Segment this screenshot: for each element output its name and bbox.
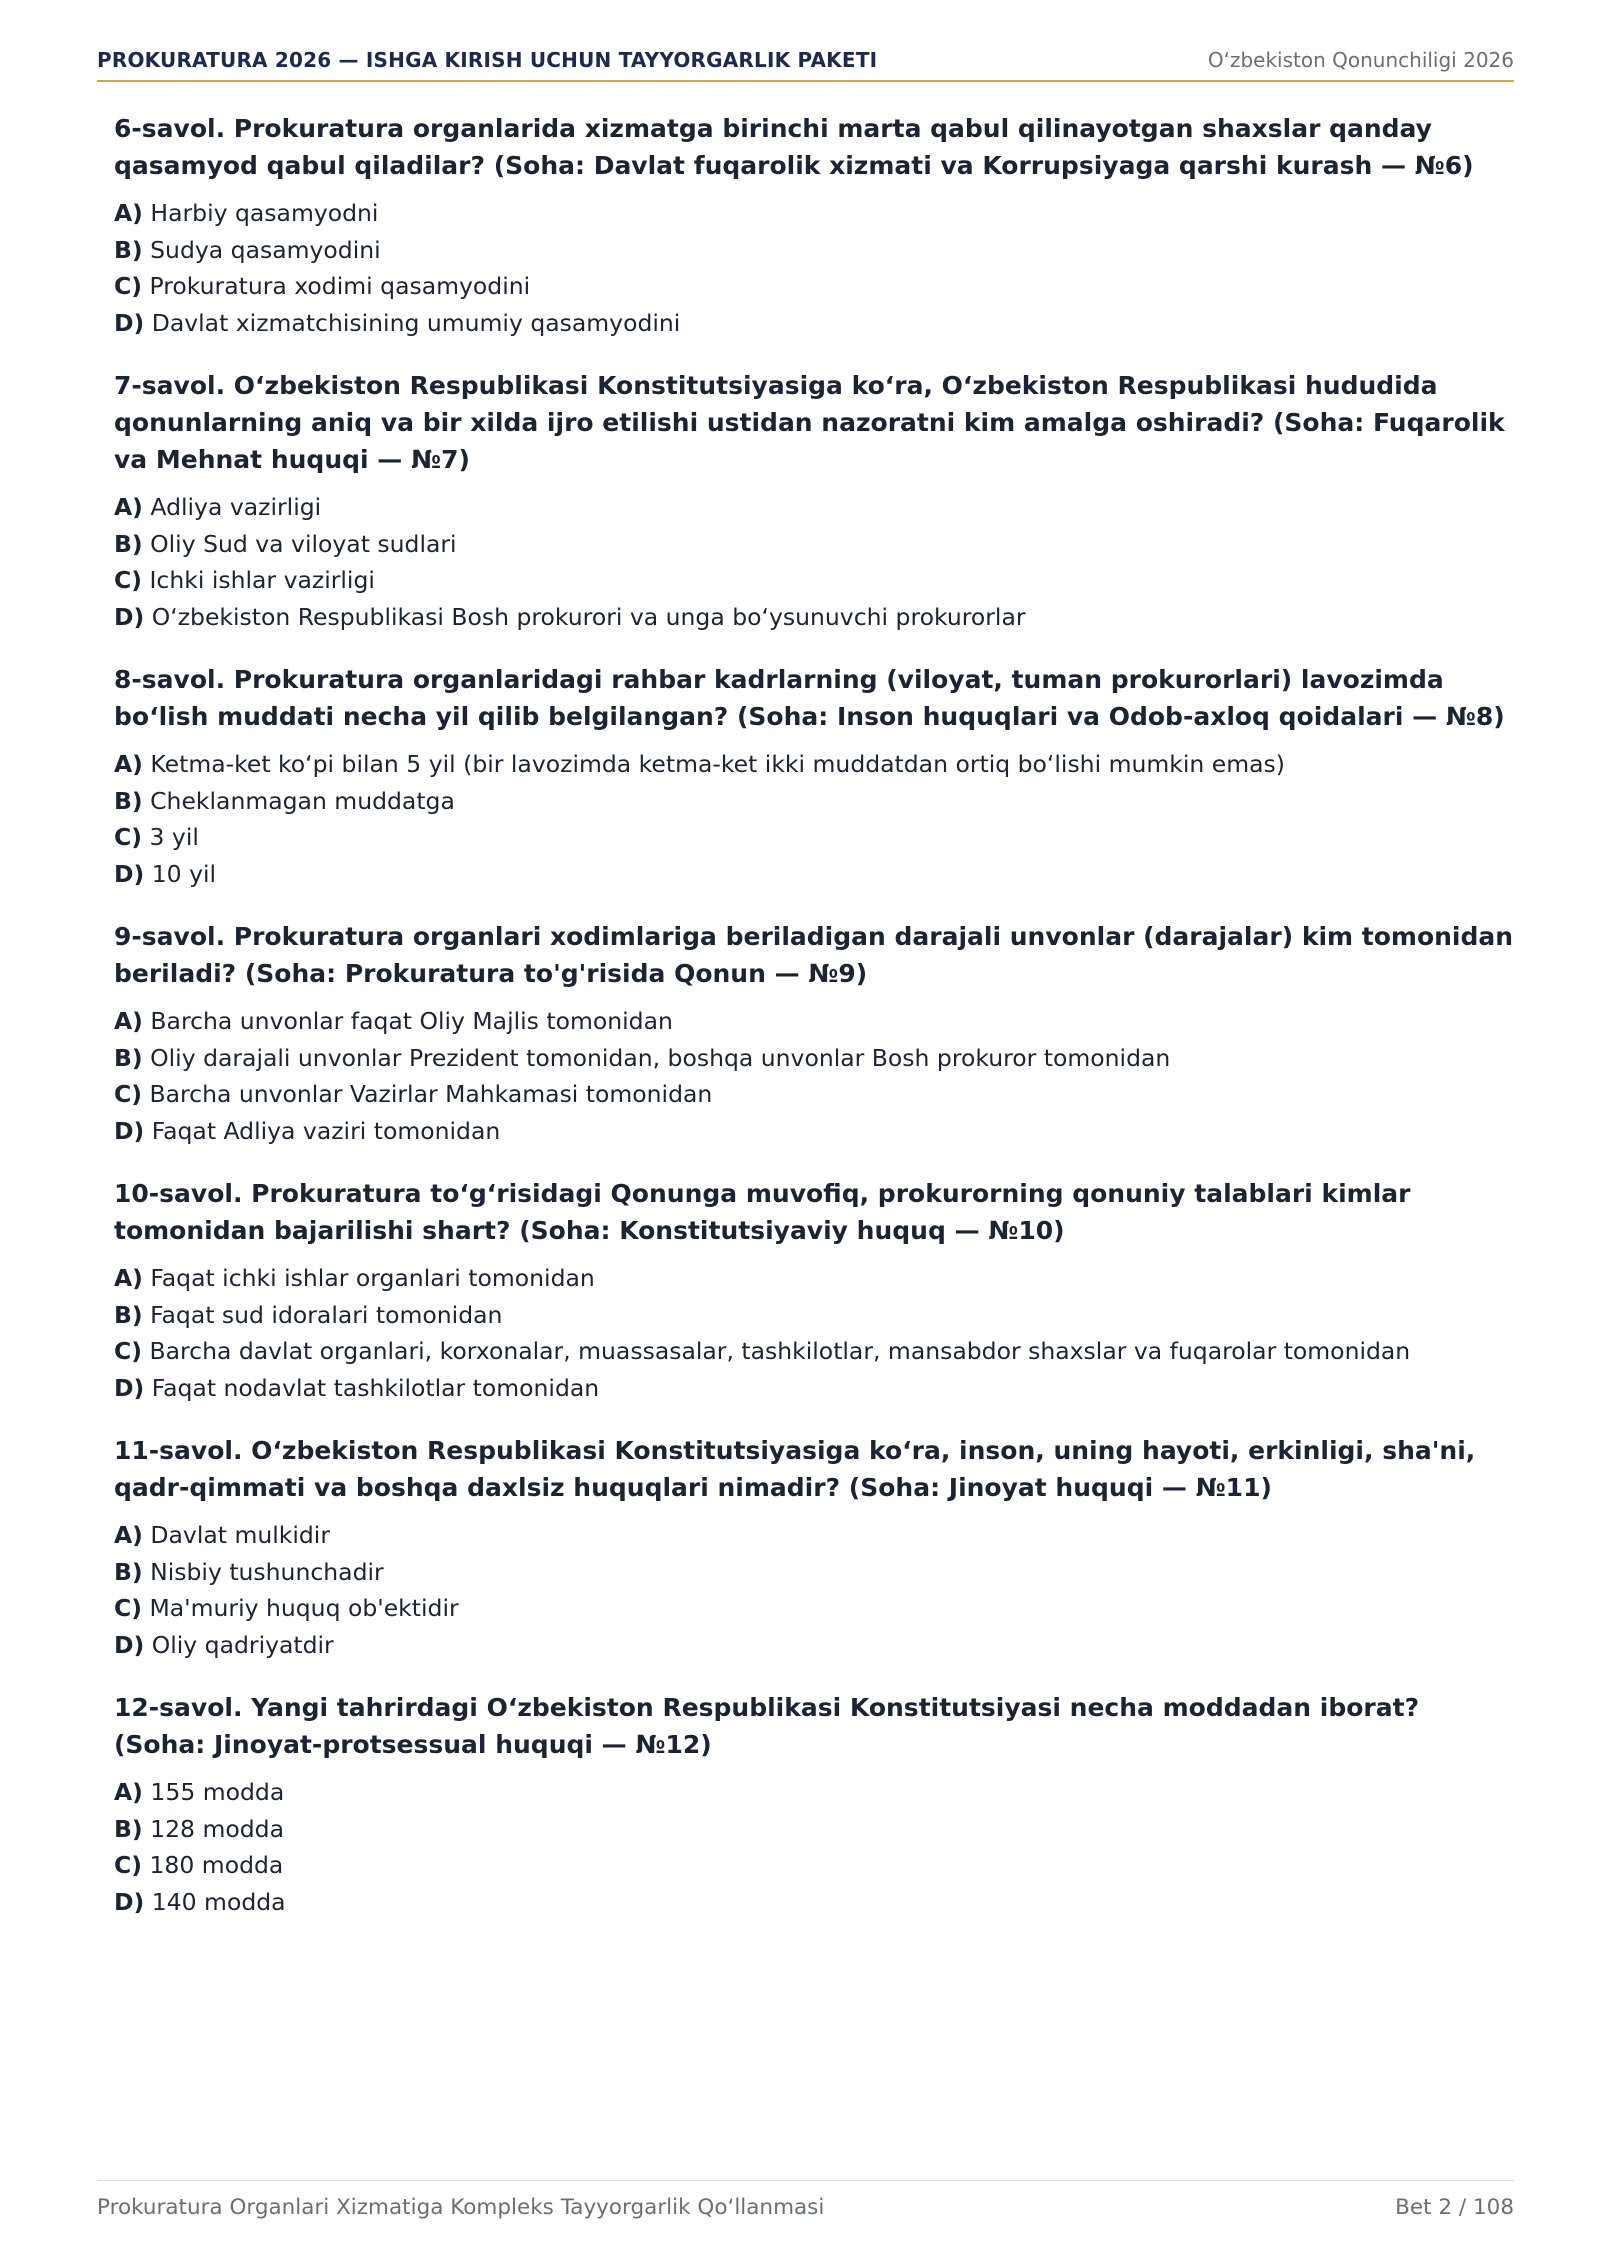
question-block	[114, 918, 1514, 1149]
header-subtitle: O‘zbekiston Qonunchiligi 2026	[1207, 48, 1514, 72]
answer-option	[114, 489, 1514, 526]
option-letter: D)	[114, 308, 145, 337]
option-letter: A)	[114, 493, 143, 521]
option-letter: A)	[114, 1521, 143, 1549]
option-letter: D)	[114, 1116, 145, 1145]
option-letter: C)	[114, 1851, 142, 1879]
option-text: Nisbiy tushunchadir	[150, 1557, 384, 1586]
option-text: Prokuratura xodimi qasamyodini	[149, 272, 531, 300]
option-text: Oliy darajali unvonlar Prezident tomonidan, boshqa unvonlar Bosh prokuror tomonidan	[150, 1043, 1171, 1072]
answer-option	[114, 819, 1514, 856]
answer-option	[114, 1113, 1514, 1150]
option-letter: D)	[114, 1887, 145, 1916]
option-text: Barcha davlat organlari, korxonalar, muassasalar, tashkilotlar, mansabdor shaxslar va fuqarolar tomonidan	[149, 1337, 1411, 1365]
option-text: Davlat xizmatchisining umumiy qasamyodini	[151, 308, 681, 337]
answer-option	[114, 1040, 1514, 1077]
answer-option	[114, 1076, 1514, 1113]
answer-option	[114, 1260, 1514, 1297]
option-text: 10 yil	[151, 859, 217, 888]
answer-option	[114, 562, 1514, 599]
option-text: 180 modda	[149, 1851, 284, 1879]
option-letter: D)	[114, 1373, 145, 1402]
option-text: Ma'muriy huquq ob'ektidir	[149, 1594, 459, 1622]
answer-option	[114, 1590, 1514, 1627]
option-letter: C)	[114, 272, 142, 300]
option-letter: D)	[114, 1630, 145, 1659]
option-text: Faqat nodavlat tashkilotlar tomonidan	[151, 1373, 600, 1402]
option-letter: B)	[114, 1043, 143, 1072]
question-text: 10-savol. Prokuratura to‘g‘risidagi Qonunga muvofiq, prokurorning qonuniy talablari kimlar tomonidan bajarilishi shart? (Soha: Konstitutsiyaviy huquq — №10)	[114, 1179, 1411, 1245]
answer-option	[114, 856, 1514, 893]
answer-option	[114, 1627, 1514, 1664]
option-text: O‘zbekiston Respublikasi Bosh prokurori va unga bo‘ysunuvchi prokurorlar	[151, 602, 1026, 631]
question-block	[114, 1432, 1514, 1663]
option-text: Ichki ishlar vazirligi	[149, 566, 375, 594]
answer-option	[114, 1297, 1514, 1334]
option-letter: B)	[114, 1300, 143, 1329]
answer-option	[114, 1884, 1514, 1921]
option-letter: B)	[114, 1814, 143, 1843]
option-letter: D)	[114, 602, 145, 631]
option-letter: B)	[114, 235, 143, 264]
question-text: 7-savol. O‘zbekiston Respublikasi Konstitutsiyasiga ko‘ra, O‘zbekiston Respublikasi hududida qonunlarning aniq va bir xilda ijro etilishi ustidan nazoratni kim amalga oshiradi? (Soha: Fuqarolik va Mehnat huquqi — №7)	[114, 371, 1505, 474]
header-title: PROKURATURA 2026 — ISHGA KIRISH UCHUN TAYYORGARLIK PAKETI	[97, 48, 878, 72]
option-text: Oliy qadriyatdir	[151, 1630, 334, 1659]
option-text: 140 modda	[151, 1887, 286, 1916]
question-block	[114, 1175, 1514, 1406]
option-text: Barcha unvonlar Vazirlar Mahkamasi tomonidan	[149, 1080, 713, 1108]
answer-option	[114, 526, 1514, 563]
question-text: 6-savol. Prokuratura organlarida xizmatga birinchi marta qabul qilinayotgan shaxslar qanday qasamyod qabul qiladilar? (Soha: Davlat fuqarolik xizmati va Korrupsiyaga qarshi kurash — №6)	[114, 114, 1474, 180]
answer-option	[114, 232, 1514, 269]
option-letter: A)	[114, 1007, 143, 1035]
answer-option	[114, 1333, 1514, 1370]
question-block	[114, 661, 1514, 892]
option-text: Ketma-ket ko‘pi bilan 5 yil (bir lavozimda ketma-ket ikki muddatdan ortiq bo‘lishi mumkin emas)	[150, 750, 1285, 778]
option-text: Barcha unvonlar faqat Oliy Majlis tomonidan	[150, 1007, 673, 1035]
option-letter: C)	[114, 1594, 142, 1622]
option-letter: B)	[114, 1557, 143, 1586]
option-text: Faqat ichki ishlar organlari tomonidan	[150, 1264, 595, 1292]
footer-title: Prokuratura Organlari Xizmatiga Kompleks Tayyorgarlik Qo‘llanmasi	[97, 2195, 825, 2220]
answer-option	[114, 1003, 1514, 1040]
option-letter: B)	[114, 786, 143, 815]
question-text: 12-savol. Yangi tahrirdagi O‘zbekiston Respublikasi Konstitutsiyasi necha moddadan iborat? (Soha: Jinoyat-protsessual huquqi — №12)	[114, 1693, 1420, 1759]
question-block	[114, 367, 1514, 635]
option-text: Harbiy qasamyodni	[150, 199, 379, 227]
option-text: Faqat Adliya vaziri tomonidan	[151, 1116, 501, 1145]
option-text: Oliy Sud va viloyat sudlari	[150, 529, 457, 558]
option-text: Sudya qasamyodini	[150, 235, 381, 264]
page-footer	[97, 2180, 1514, 2220]
answer-option	[114, 746, 1514, 783]
option-letter: A)	[114, 199, 143, 227]
answer-option	[114, 1847, 1514, 1884]
option-text: Faqat sud idoralari tomonidan	[150, 1300, 503, 1329]
option-letter: A)	[114, 1264, 143, 1292]
answer-option	[114, 268, 1514, 305]
option-letter: B)	[114, 529, 143, 558]
question-block	[114, 1689, 1514, 1920]
option-text: 3 yil	[149, 823, 199, 851]
answer-option	[114, 599, 1514, 636]
option-letter: D)	[114, 859, 145, 888]
question-block	[114, 110, 1514, 341]
option-letter: C)	[114, 1080, 142, 1108]
answer-option	[114, 783, 1514, 820]
option-letter: C)	[114, 1337, 142, 1365]
option-letter: C)	[114, 823, 142, 851]
option-letter: A)	[114, 1778, 143, 1806]
page-header	[97, 48, 1514, 82]
option-text: Davlat mulkidir	[150, 1521, 330, 1549]
answer-option	[114, 195, 1514, 232]
answer-option	[114, 1811, 1514, 1848]
answer-option	[114, 1774, 1514, 1811]
answer-option	[114, 1554, 1514, 1591]
question-text: 11-savol. O‘zbekiston Respublikasi Konstitutsiyasiga ko‘ra, inson, uning hayoti, erkinligi, sha'ni, qadr-qimmati va boshqa daxlsiz huquqlari nimadir? (Soha: Jinoyat huquqi — №11)	[114, 1436, 1476, 1502]
answer-option	[114, 305, 1514, 342]
question-text: 9-savol. Prokuratura organlari xodimlariga beriladigan darajali unvonlar (darajalar) kim tomonidan beriladi? (Soha: Prokuratura to'g'risida Qonun — №9)	[114, 922, 1514, 988]
option-text: 155 modda	[150, 1778, 285, 1806]
page-number: Bet 2 / 108	[1395, 2195, 1514, 2220]
question-text: 8-savol. Prokuratura organlaridagi rahbar kadrlarning (viloyat, tuman prokurorlari) lavozimda bo‘lish muddati necha yil qilib belgilangan? (Soha: Inson huquqlari va Odob-axloq qoidalari — №8)	[114, 665, 1505, 731]
questions-list	[114, 110, 1514, 1946]
option-text: Adliya vazirligi	[150, 493, 322, 521]
option-text: Cheklanmagan muddatga	[150, 786, 455, 815]
option-letter: A)	[114, 750, 143, 778]
option-letter: C)	[114, 566, 142, 594]
answer-option	[114, 1370, 1514, 1407]
option-text: 128 modda	[150, 1814, 284, 1843]
answer-option	[114, 1517, 1514, 1554]
